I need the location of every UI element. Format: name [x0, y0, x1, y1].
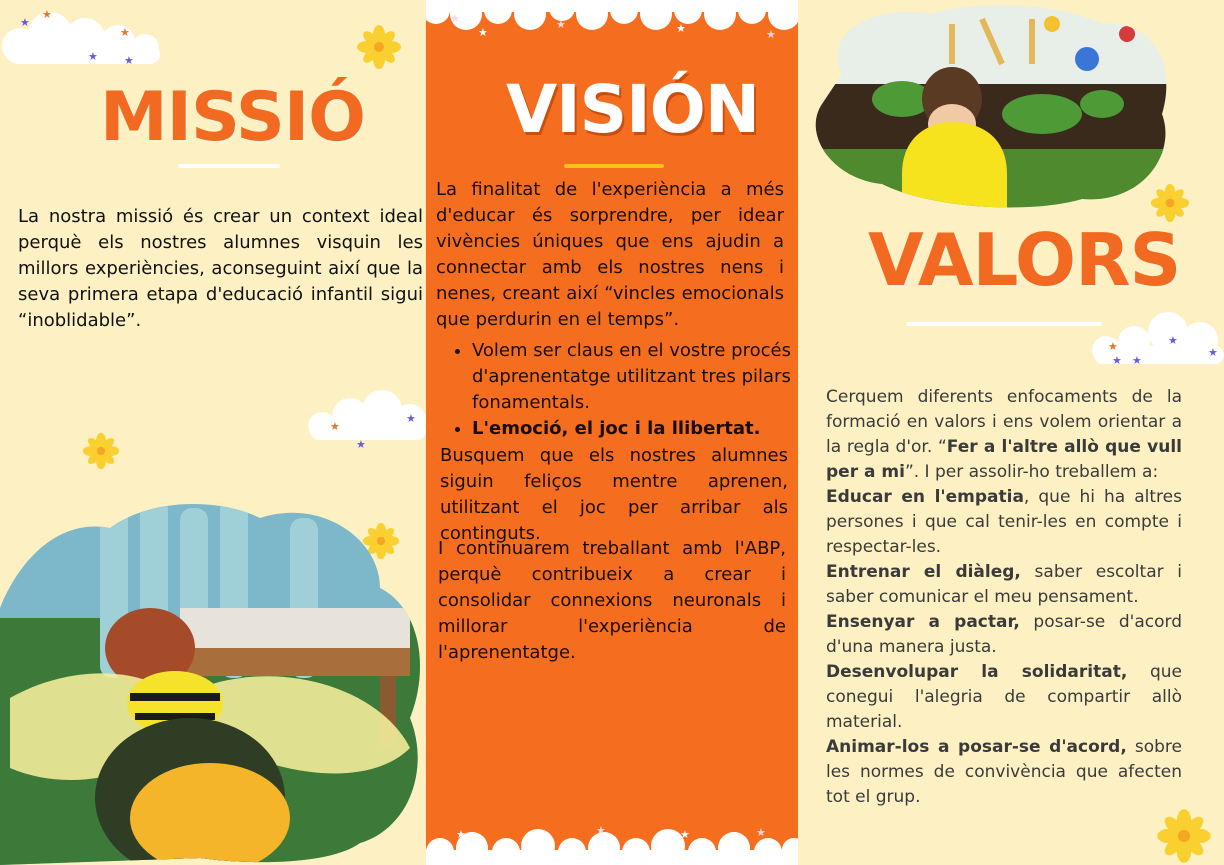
values-intro: [826, 385, 1182, 485]
values-intro-a: Cerquem diferents enfocaments de la formació en valors i ens volem orientar a la regla d'or. “: [826, 387, 1182, 457]
star-icon: ★: [450, 13, 460, 25]
vision-intro: La finalitat de l'experiència a més d'educar és sorprendre, per idear vivències úniques que ens ajudin a connectar amb els nostres nens i nenes, creant així “vincles emocionals que perdurin en el temps”.: [436, 179, 784, 330]
star-icon: ★: [680, 829, 690, 841]
mission-text: La nostra missió és crear un context ideal perquè els nostres alumnes visquin les millors experiències, aconseguint així que la seva primera etapa d'educació infantil sigui “inoblidable”.: [18, 206, 423, 331]
star-icon: ★: [766, 29, 776, 41]
star-icon: ★: [1132, 355, 1142, 367]
mission-title: MISSIÓ: [100, 78, 365, 157]
vision-panel: [426, 0, 798, 865]
star-icon: ★: [676, 23, 686, 35]
values-item-1-text: , que hi ha altres persones i que cal tenir-les en compte i respectar-les.: [826, 487, 1182, 557]
star-icon: ★: [356, 439, 366, 451]
vision-divider: [564, 164, 664, 168]
star-icon: ★: [596, 825, 606, 837]
star-icon: ★: [1168, 335, 1178, 347]
values-divider: [906, 322, 1102, 326]
star-icon: ★: [124, 55, 134, 67]
flower-icon: [82, 432, 120, 470]
list-item: [472, 338, 798, 416]
flower-icon: [356, 24, 402, 70]
star-icon: ★: [1108, 341, 1118, 353]
star-icon: ★: [20, 17, 30, 29]
values-item-4: [826, 660, 1182, 735]
flower-icon: [1150, 183, 1190, 223]
star-icon: ★: [1112, 355, 1122, 367]
flower-icon: [1156, 808, 1212, 864]
golden-rule: Fer a l'altre allò que vull per a mi: [826, 437, 1182, 482]
values-item-5: [826, 735, 1182, 810]
values-item-4-text: que conegui l'alegria de compartir allò material.: [826, 662, 1182, 732]
bee-costume-photo: [0, 498, 426, 865]
vision-para-2: Busquem que els nostres alumnes siguin feliços mentre aprenen, utilitzant el joc per arribar als continguts.: [440, 445, 788, 544]
vision-title: VISIÓN: [506, 71, 760, 148]
star-icon: ★: [1208, 347, 1218, 359]
cloud-icon: [426, 820, 798, 865]
star-icon: ★: [88, 51, 98, 63]
values-item-5-text: sobre les normes de convivència que afecten tot el grup.: [826, 737, 1182, 807]
star-icon: ★: [330, 421, 340, 433]
vision-para-3: I continuarem treballant amb l'ABP, perquè contribueix a crear i consolidar connexions neuronals i millorar l'experiència de l'aprenentatge.: [438, 538, 786, 663]
values-intro-b: ”. I per assolir-ho treballem a:: [904, 462, 1159, 482]
values-item-2-title: Entrenar el diàleg,: [826, 562, 1021, 582]
star-icon: ★: [556, 19, 566, 31]
values-title: VALORS: [868, 218, 1181, 302]
star-icon: ★: [756, 827, 766, 839]
values-item-5-title: Animar-los a posar-se d'acord,: [826, 737, 1127, 757]
values-item-2-text: saber escoltar i saber comunicar el meu pensament.: [826, 562, 1182, 607]
star-icon: ★: [406, 413, 416, 425]
star-icon: ★: [120, 27, 130, 39]
values-item-3: [826, 610, 1182, 660]
mission-panel: [0, 0, 426, 865]
values-item-3-title: Ensenyar a pactar,: [826, 612, 1020, 632]
vision-bullet-1: Volem ser claus en el vostre procés d'aprenentatge utilitzant tres pilars fonamentals.: [472, 340, 791, 413]
cloud-icon: [1088, 312, 1224, 366]
garden-photo: [802, 4, 1172, 208]
values-item-1-title: Educar en l'empatia: [826, 487, 1024, 507]
values-item-2: [826, 560, 1182, 610]
values-item-3-text: posar-se d'acord d'una manera justa.: [826, 612, 1182, 657]
star-icon: ★: [42, 9, 52, 21]
vision-bullet-list: [436, 338, 798, 442]
values-panel: [798, 0, 1224, 865]
values-item-1: [826, 485, 1182, 560]
mission-divider: [178, 164, 280, 168]
values-text: [826, 385, 1182, 810]
star-icon: ★: [478, 27, 488, 39]
list-item: [472, 416, 798, 442]
vision-bullet-2: L'emoció, el joc i la llibertat.: [472, 418, 761, 439]
star-icon: ★: [456, 829, 466, 841]
values-item-4-title: Desenvolupar la solidaritat,: [826, 662, 1128, 682]
